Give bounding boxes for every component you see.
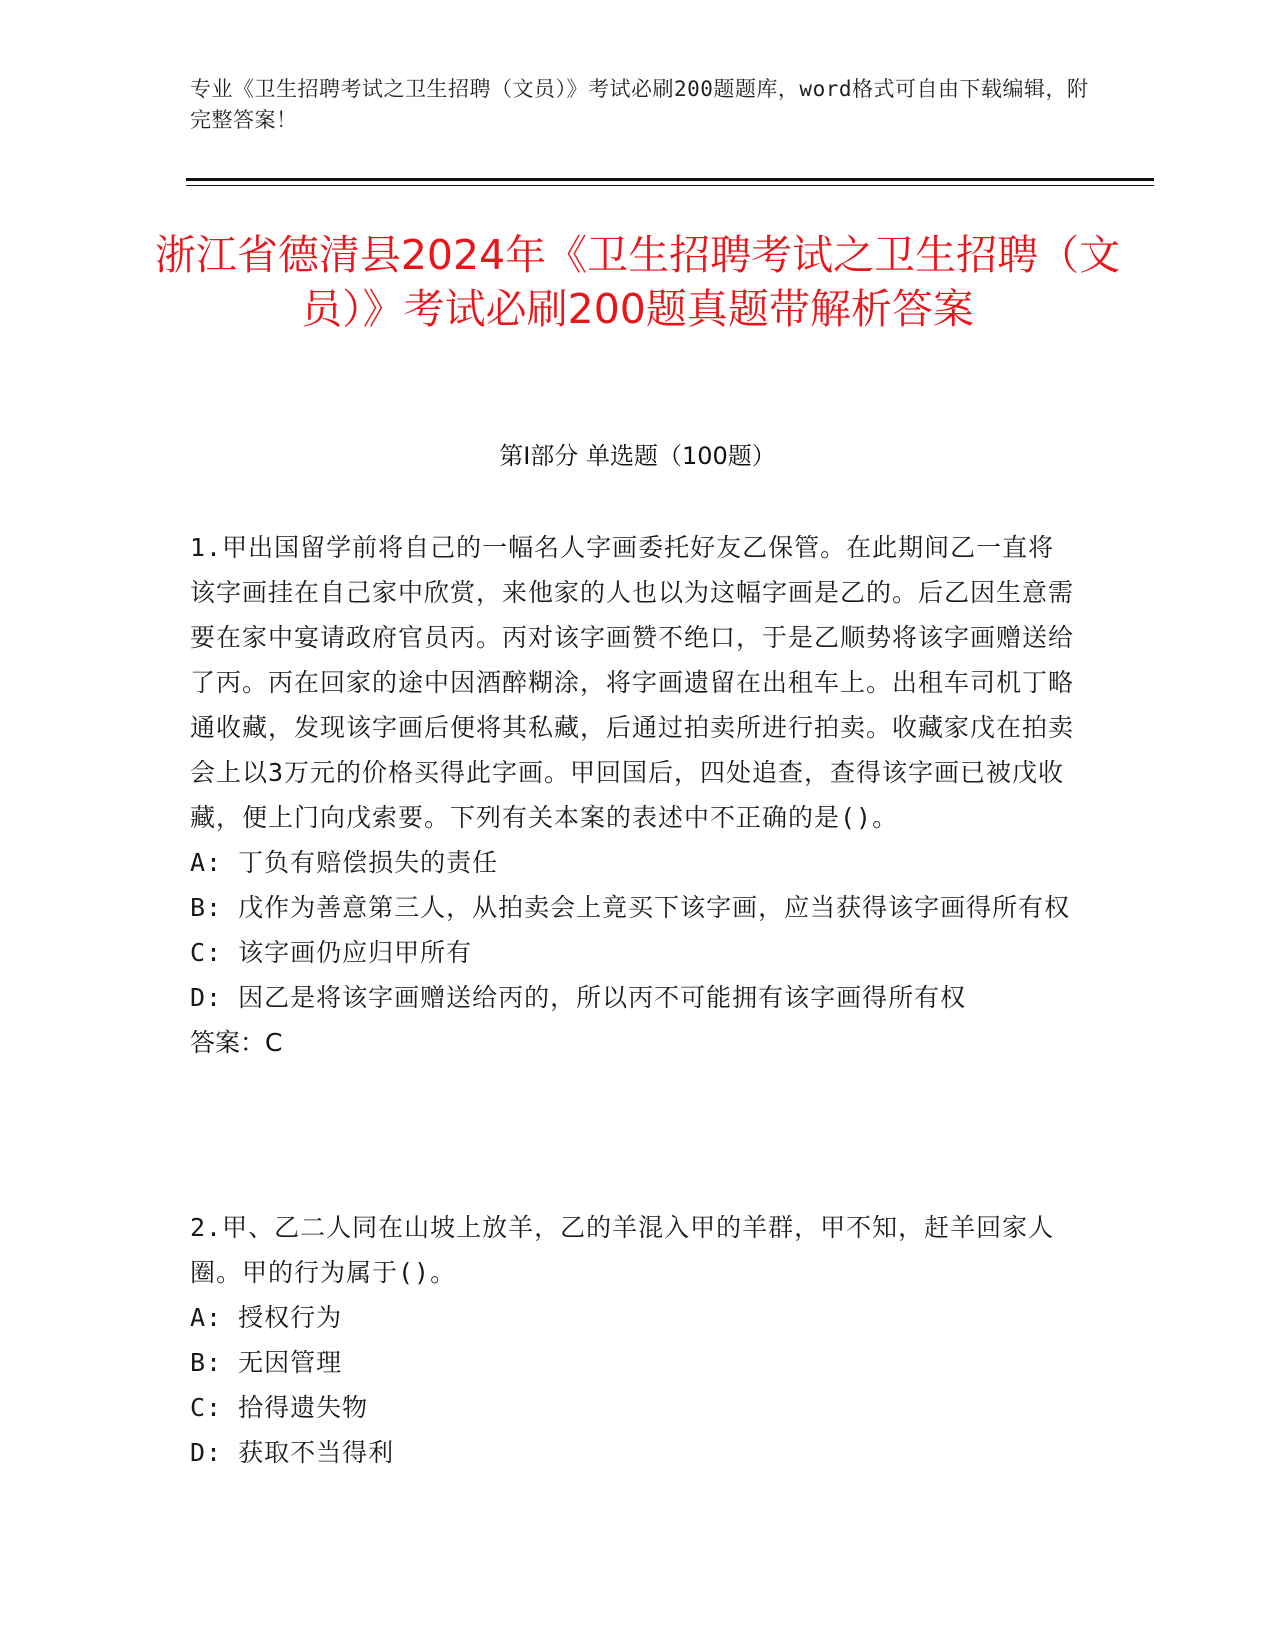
option-a: A: 授权行为	[190, 1303, 343, 1332]
question-1	[190, 525, 1080, 1065]
question-stem: 2.甲、乙二人同在山坡上放羊，乙的羊混入甲的羊群，甲不知，赶羊回家人圈。甲的行为属于()。	[190, 1213, 1055, 1287]
option-d: D: 因乙是将该字画赠送给丙的，所以丙不可能拥有该字画得所有权	[190, 983, 967, 1012]
question-2	[190, 1205, 1080, 1475]
header-divider-thin	[186, 185, 1154, 186]
document-title: 浙江省德清县2024年《卫生招聘考试之卫生招聘（文员）》考试必刷200题真题带解析答案	[154, 231, 1121, 333]
question-stem: 1.甲出国留学前将自己的一幅名人字画委托好友乙保管。在此期间乙一直将该字画挂在自己家中欣赏，来他家的人也以为这幅字画是乙的。后乙因生意需要在家中宴请政府官员丙。丙对该字画赞不绝口，于是乙顺势将该字画赠送给了丙。丙在回家的途中因酒醉糊涂，将字画遗留在出租车上。出租车司机丁略通收藏，发现该字画后便将其私藏，后通过拍卖所进行拍卖。收藏家戊在拍卖会上以3万元的价格买得此字画。甲回国后，四处追查，查得该字画已被戊收藏，便上门向戊索要。下列有关本案的表述中不正确的是()。	[190, 533, 1075, 832]
option-d: D: 获取不当得利	[190, 1438, 395, 1467]
header-note: 专业《卫生招聘考试之卫生招聘（文员）》考试必刷200题题库，word格式可自由下载编辑，附完整答案！	[190, 77, 1089, 132]
header-divider-thick	[186, 178, 1154, 181]
answer: 答案：C	[190, 1028, 283, 1057]
option-c: C: 该字画仍应归甲所有	[190, 938, 473, 967]
option-c: C: 拾得遗失物	[190, 1393, 369, 1422]
section-heading: 第Ⅰ部分 单选题（100题）	[499, 442, 776, 470]
option-b: B: 戊作为善意第三人，从拍卖会上竟买下该字画，应当获得该字画得所有权	[190, 893, 1071, 922]
option-b: B: 无因管理	[190, 1348, 343, 1377]
option-a: A: 丁负有赔偿损失的责任	[190, 848, 499, 877]
